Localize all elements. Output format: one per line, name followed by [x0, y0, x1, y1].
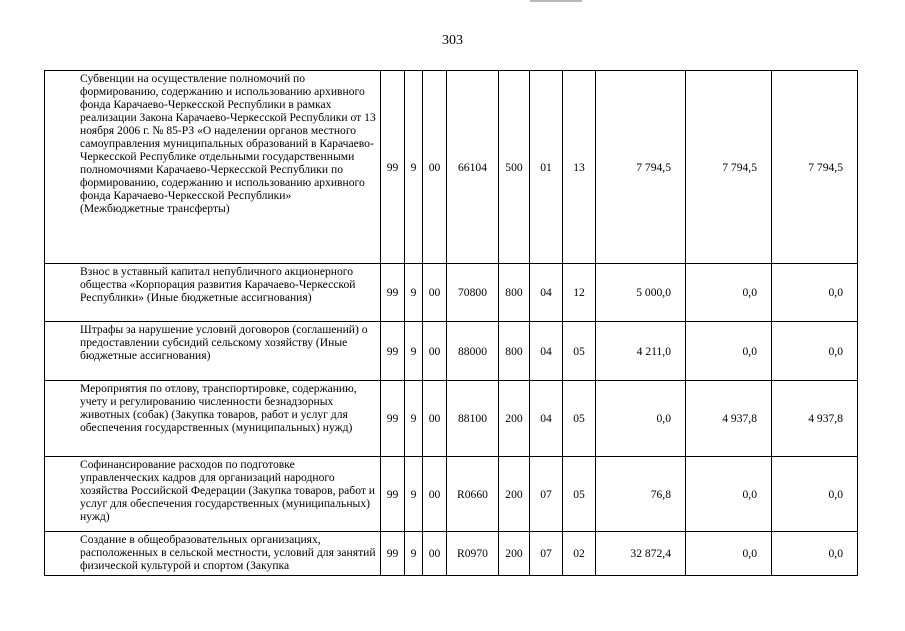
code-cell: 88100: [447, 381, 499, 457]
code-cell: 70800: [447, 264, 499, 322]
expense-name: Софинансирование расходов по подготовке управленческих кадров для организаций народного хозяйства Российской Федерации (Закупка товаров, работ и услуг для обеспечения государственных (муниципальных) нужд): [45, 457, 381, 532]
code-cell: 04: [530, 264, 563, 322]
amount-cell: 4 937,8: [686, 381, 772, 457]
amount-cell: 0,0: [772, 532, 858, 576]
amount-cell: 7 794,5: [772, 71, 858, 264]
code-cell: 04: [530, 381, 563, 457]
amount-cell: 4 937,8: [772, 381, 858, 457]
code-cell: 9: [405, 457, 423, 532]
code-cell: R0660: [447, 457, 499, 532]
code-cell: 05: [563, 381, 596, 457]
table-row: [45, 264, 858, 322]
code-cell: 99: [381, 381, 405, 457]
code-cell: 9: [405, 381, 423, 457]
budget-table: [44, 70, 858, 576]
table-row: [45, 381, 858, 457]
code-cell: 9: [405, 532, 423, 576]
code-cell: 9: [405, 264, 423, 322]
expense-name: Субвенции на осуществление полномочий по формированию, содержанию и использованию архивного фонда Карачаево-Черкесской Республики в рамках реализации Закона Карачаево-Черкесской Республики от 13 ноября 2006 г. № 85-РЗ «О наделении органов местного самоуправления муниципальных образований в Карачаево-Черкесской Республике отдельными государственными полномочиями Карачаево-Черкесской Республики по формированию, содержанию и использованию архивного фонда Карачаево-Черкесской Республики» (Межбюджетные трансферты): [45, 71, 381, 264]
table-row: [45, 532, 858, 576]
amount-cell: 0,0: [686, 532, 772, 576]
amount-cell: 7 794,5: [686, 71, 772, 264]
code-cell: R0970: [447, 532, 499, 576]
amount-cell: 76,8: [596, 457, 686, 532]
code-cell: 00: [423, 71, 447, 264]
code-cell: 99: [381, 264, 405, 322]
code-cell: 9: [405, 71, 423, 264]
code-cell: 00: [423, 322, 447, 381]
code-cell: 07: [530, 532, 563, 576]
code-cell: 12: [563, 264, 596, 322]
code-cell: 01: [530, 71, 563, 264]
amount-cell: 0,0: [772, 322, 858, 381]
code-cell: 00: [423, 457, 447, 532]
table-row: [45, 71, 858, 264]
code-cell: 00: [423, 381, 447, 457]
code-cell: 04: [530, 322, 563, 381]
code-cell: 99: [381, 457, 405, 532]
code-cell: 800: [499, 264, 530, 322]
table-row: [45, 322, 858, 381]
code-cell: 00: [423, 264, 447, 322]
code-cell: 02: [563, 532, 596, 576]
code-cell: 99: [381, 322, 405, 381]
code-cell: 800: [499, 322, 530, 381]
code-cell: 200: [499, 532, 530, 576]
top-edge-mark: [530, 0, 582, 2]
code-cell: 07: [530, 457, 563, 532]
amount-cell: 0,0: [596, 381, 686, 457]
code-cell: 99: [381, 71, 405, 264]
code-cell: 200: [499, 457, 530, 532]
code-cell: 05: [563, 457, 596, 532]
page-number: 303: [442, 33, 463, 48]
code-cell: 13: [563, 71, 596, 264]
amount-cell: 7 794,5: [596, 71, 686, 264]
code-cell: 200: [499, 381, 530, 457]
amount-cell: 0,0: [772, 264, 858, 322]
expense-name: Взнос в уставный капитал непубличного акционерного общества «Корпорация развития Карачаево-Черкесской Республики» (Иные бюджетные ассигнования): [45, 264, 381, 322]
amount-cell: 0,0: [686, 264, 772, 322]
code-cell: 05: [563, 322, 596, 381]
code-cell: 88000: [447, 322, 499, 381]
expense-name: Штрафы за нарушение условий договоров (соглашений) о предоставлении субсидий сельскому хозяйству (Иные бюджетные ассигнования): [45, 322, 381, 381]
expense-name: Мероприятия по отлову, транспортировке, содержанию, учету и регулированию численности безнадзорных животных (собак) (Закупка товаров, работ и услуг для обеспечения государственных (муниципальных) нужд): [45, 381, 381, 457]
code-cell: 66104: [447, 71, 499, 264]
amount-cell: 0,0: [772, 457, 858, 532]
amount-cell: 4 211,0: [596, 322, 686, 381]
code-cell: 9: [405, 322, 423, 381]
code-cell: 00: [423, 532, 447, 576]
expense-name: Создание в общеобразовательных организациях, расположенных в сельской местности, условий для занятий физической культурой и спортом (Закупка: [45, 532, 381, 576]
amount-cell: 32 872,4: [596, 532, 686, 576]
table-row: [45, 457, 858, 532]
code-cell: 500: [499, 71, 530, 264]
amount-cell: 5 000,0: [596, 264, 686, 322]
code-cell: 99: [381, 532, 405, 576]
amount-cell: 0,0: [686, 322, 772, 381]
amount-cell: 0,0: [686, 457, 772, 532]
